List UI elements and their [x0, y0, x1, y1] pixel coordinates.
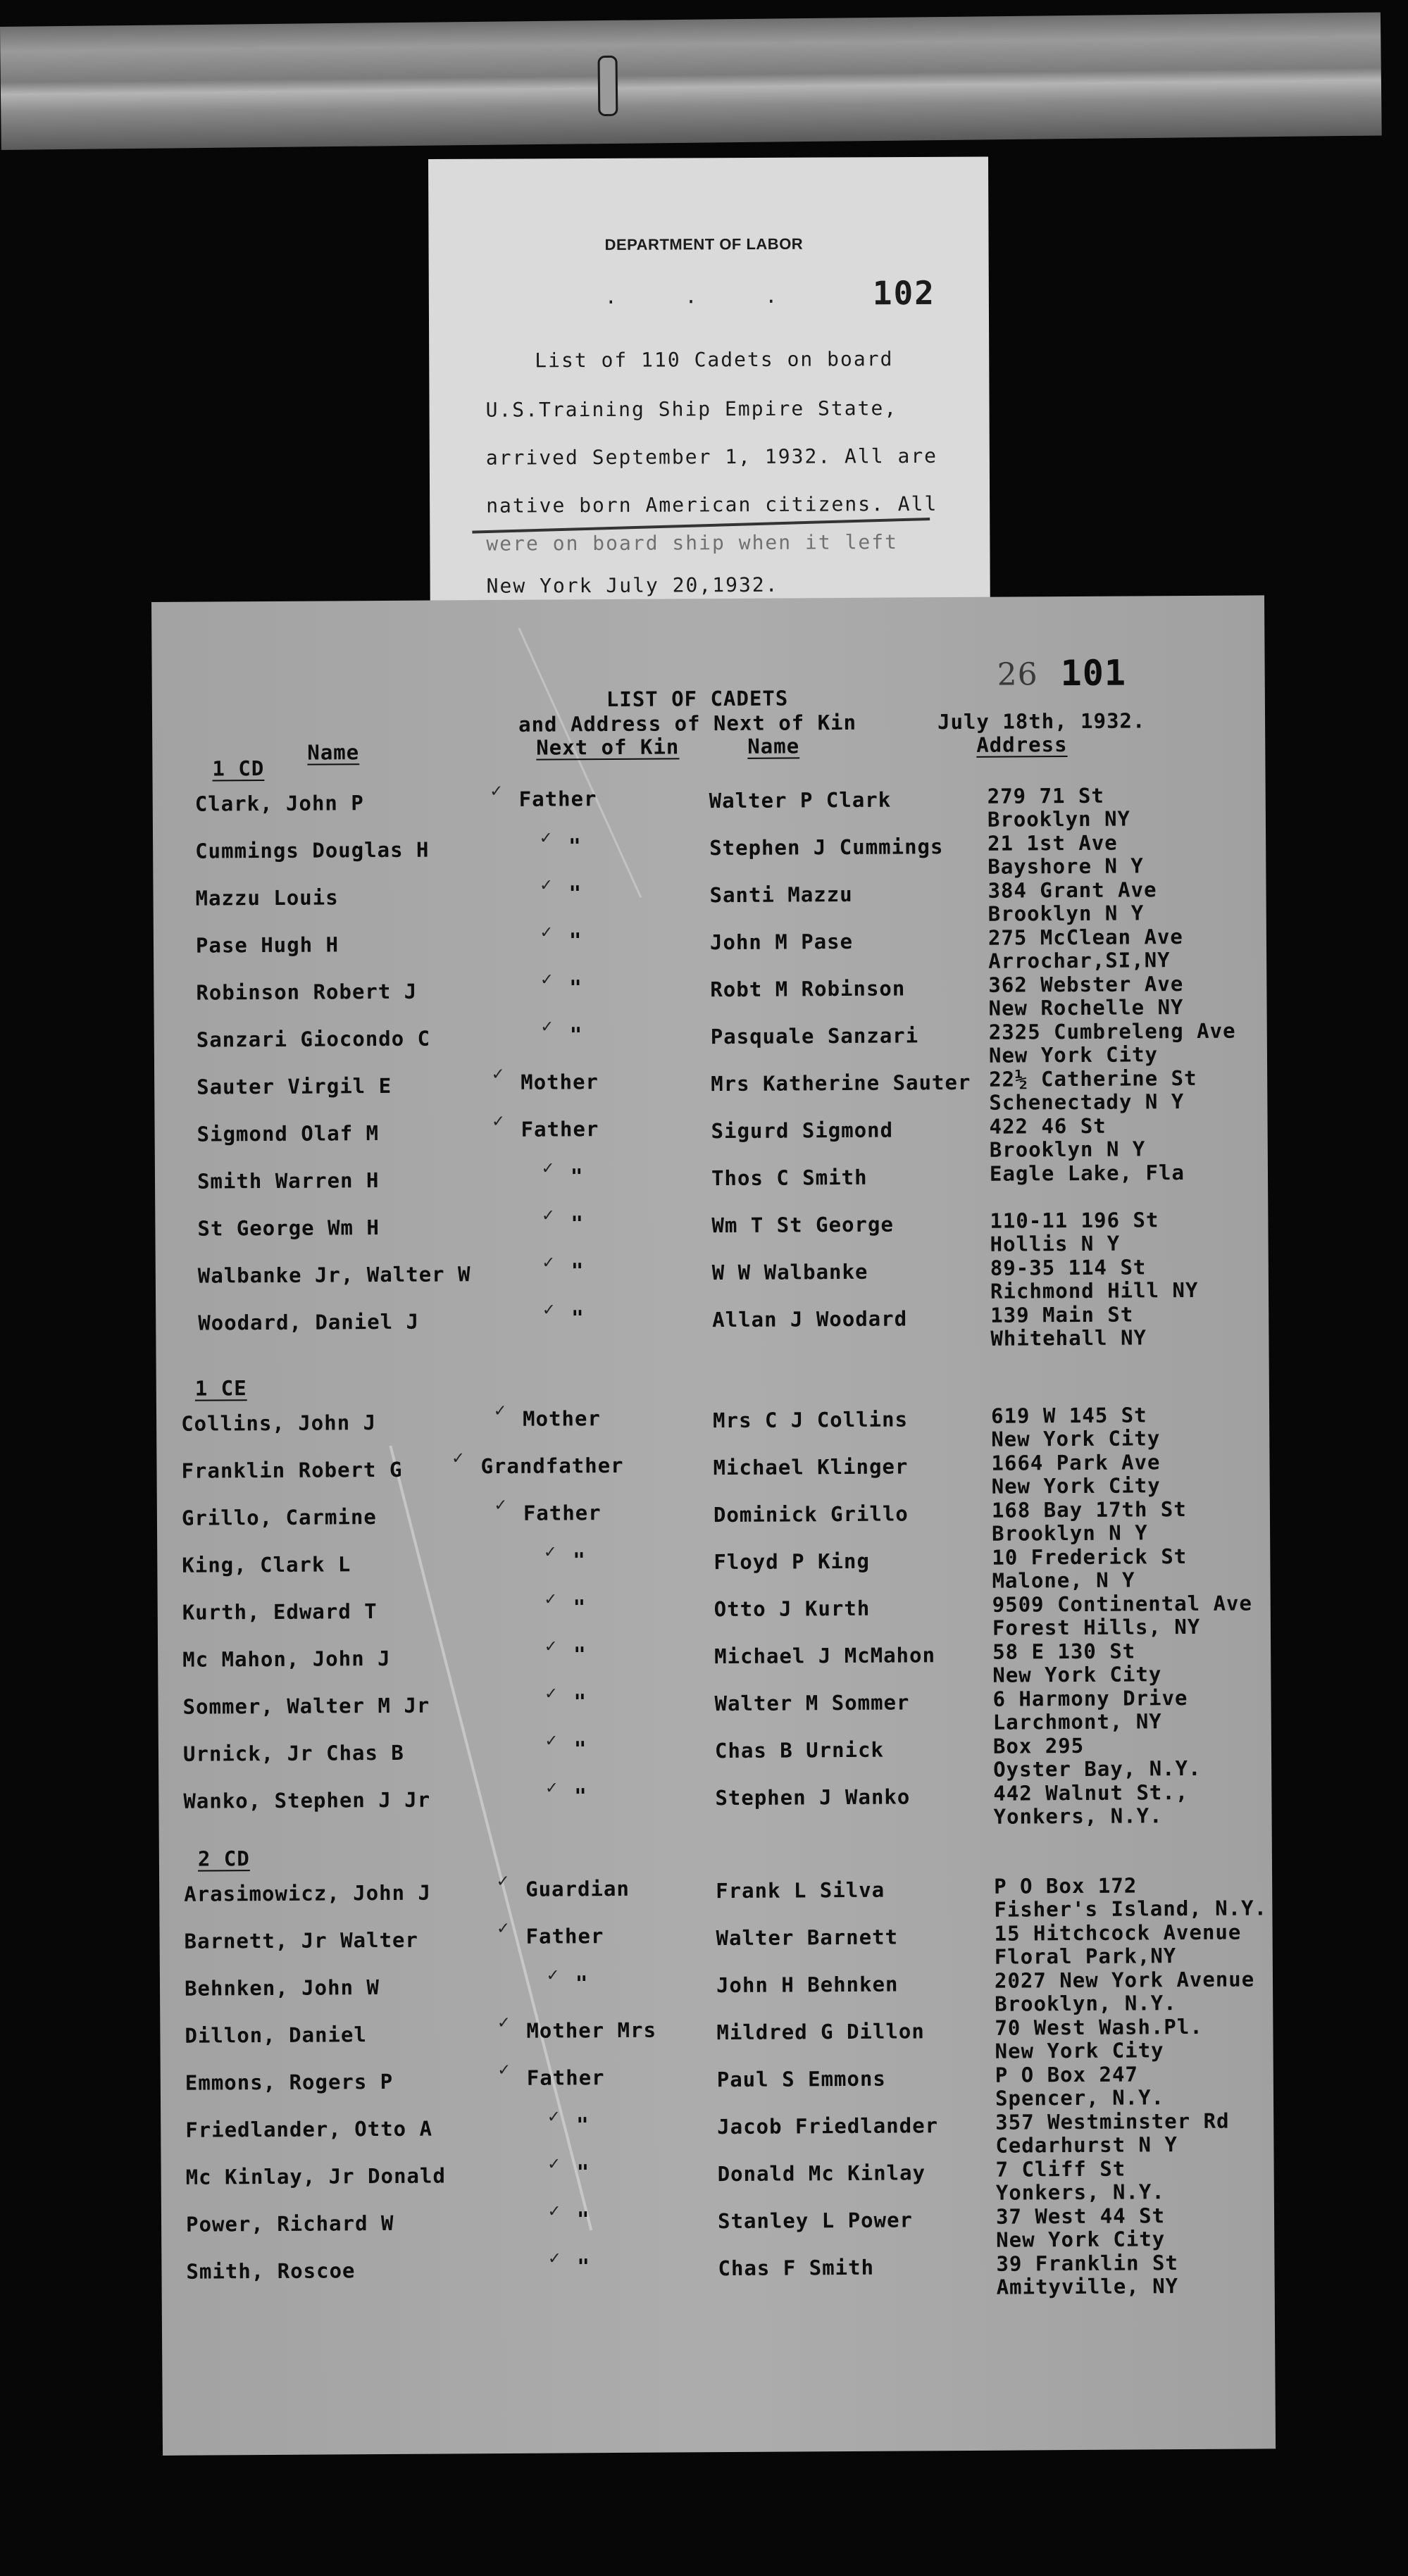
- kin-address-line: Whitehall NY: [990, 1325, 1147, 1351]
- kin-relation: ": [568, 928, 582, 953]
- kin-address-line: 39 Franklin St: [996, 2251, 1178, 2276]
- cadet-name: St George Wm H: [197, 1215, 380, 1241]
- cadet-name: Mc Mahon, John J: [182, 1646, 391, 1672]
- kin-address-line: 2325 Cumbreleng Ave: [988, 1018, 1236, 1044]
- kin-relation: Mother: [522, 1406, 601, 1431]
- kin-relation: Father: [526, 2065, 605, 2090]
- department-heading: DEPARTMENT OF LABOR: [604, 235, 804, 254]
- kin-address-line: Larchmont, NY: [992, 1709, 1162, 1734]
- kin-address-line: 10 Frederick St: [992, 1544, 1188, 1570]
- kin-address-line: 619 W 145 St: [990, 1403, 1147, 1428]
- kin-address-line: Hollis N Y: [990, 1231, 1121, 1256]
- kin-relation: ": [569, 975, 582, 1000]
- cadet-name: Grillo, Carmine: [181, 1505, 377, 1530]
- section-label: 1 CE: [194, 1376, 247, 1401]
- cadet-name: Clark, John P: [194, 791, 364, 816]
- check-mark-icon: ✓: [549, 2247, 561, 2269]
- kin-name: Dominick Grillo: [713, 1501, 909, 1527]
- cadet-name: Mazzu Louis: [195, 885, 339, 911]
- kin-address-line: 70 West Wash.Pl.: [995, 2014, 1203, 2040]
- kin-name: Mildred G Dillon: [716, 2019, 925, 2045]
- slip-line-1: List of 110 Cadets on board: [535, 347, 894, 373]
- kin-address-line: 37 West 44 St: [995, 2203, 1166, 2229]
- kin-address-line: 279 71 St: [987, 783, 1104, 808]
- kin-name: Floyd P King: [714, 1549, 870, 1575]
- check-mark-icon: ✓: [540, 921, 552, 943]
- check-mark-icon: ✓: [452, 1447, 464, 1469]
- cadet-name: Barnett, Jr Walter: [184, 1927, 418, 1953]
- check-mark-icon: ✓: [544, 1635, 556, 1657]
- check-mark-icon: ✓: [497, 1870, 509, 1892]
- slip-dots: . . .: [604, 284, 806, 308]
- kin-relation: ": [571, 1258, 585, 1283]
- kin-address-line: 275 McClean Ave: [988, 925, 1183, 950]
- kin-address-line: Fisher's Island, N.Y.: [994, 1896, 1268, 1922]
- check-mark-icon: ✓: [542, 1204, 554, 1226]
- kin-address-line: Arrochar,SI,NY: [988, 948, 1171, 973]
- kin-name: Walter P Clark: [709, 787, 892, 813]
- cadet-name: Franklin Robert G: [181, 1457, 403, 1483]
- kin-relation: ": [569, 1023, 583, 1047]
- check-mark-icon: ✓: [544, 1541, 556, 1563]
- check-mark-icon: ✓: [542, 1157, 554, 1179]
- kin-name: Jacob Friedlander: [717, 2113, 939, 2139]
- check-mark-icon: ✓: [546, 1777, 558, 1799]
- kin-relation: ": [576, 2160, 590, 2184]
- kin-address-line: Cedarhurst N Y: [995, 2132, 1178, 2158]
- kin-address-line: Amityville, NY: [996, 2274, 1179, 2299]
- kin-address-line: Forest Hills, NY: [992, 1614, 1201, 1640]
- kin-name: Frank L Silva: [716, 1877, 885, 1903]
- kin-relation: ": [576, 2113, 590, 2137]
- kin-name: Michael J McMahon: [714, 1643, 936, 1669]
- kin-address-line: 6 Harmony Drive: [992, 1686, 1188, 1711]
- check-mark-icon: ✓: [498, 2011, 510, 2034]
- kin-address-line: P O Box 247: [995, 2062, 1138, 2087]
- kin-address-line: Bayshore N Y: [988, 854, 1144, 879]
- kin-name: Walter M Sommer: [714, 1690, 910, 1716]
- kin-relation: ": [573, 1642, 587, 1667]
- cadet-name: King, Clark L: [182, 1552, 351, 1577]
- kin-name: Michael Klinger: [713, 1454, 909, 1480]
- kin-address-line: New York City: [991, 1473, 1161, 1499]
- kin-address-line: New York City: [991, 1426, 1161, 1451]
- check-mark-icon: ✓: [543, 1299, 554, 1320]
- cadet-name: Wanko, Stephen J Jr: [183, 1787, 431, 1813]
- header-next-of-kin: Next of Kin: [536, 734, 680, 760]
- cadet-name: Walbanke Jr, Walter W: [197, 1262, 471, 1288]
- kin-address-line: 422 46 St: [989, 1113, 1107, 1139]
- cadet-name: Woodard, Daniel J: [198, 1309, 420, 1335]
- kin-address-line: 2027 New York Avenue: [994, 1967, 1255, 1993]
- kin-address-line: 110-11 196 St: [990, 1208, 1159, 1233]
- kin-relation: ": [576, 2207, 590, 2232]
- kin-name: Robt M Robinson: [710, 976, 906, 1002]
- cadet-name: Mc Kinlay, Jr Donald: [185, 2163, 446, 2189]
- kin-name: Mrs C J Collins: [713, 1407, 909, 1433]
- kin-address-line: Richmond Hill NY: [990, 1277, 1199, 1303]
- list-date: July 18th, 1932.: [937, 708, 1146, 734]
- kin-address-line: New York City: [996, 2227, 1166, 2252]
- check-mark-icon: ✓: [490, 780, 502, 802]
- cadet-name: Pase Hugh H: [195, 932, 339, 958]
- kin-relation: ": [573, 1548, 586, 1573]
- kin-relation: ": [577, 2254, 591, 2279]
- cadet-name: Sigmond Olaf M: [197, 1121, 380, 1146]
- kin-relation: Father: [525, 1924, 604, 1949]
- kin-address-line: Brooklyn, N.Y.: [995, 1991, 1177, 2016]
- kin-name: Sigurd Sigmond: [711, 1118, 894, 1144]
- check-mark-icon: ✓: [541, 1015, 553, 1037]
- check-mark-icon: ✓: [542, 1251, 554, 1273]
- kin-relation: ": [573, 1689, 587, 1714]
- kin-address-line: 15 Hitchcock Avenue: [994, 1920, 1242, 1946]
- cadet-name: Emmons, Rogers P: [185, 2069, 394, 2095]
- check-mark-icon: ✓: [498, 2058, 510, 2081]
- slip-number: 102: [872, 273, 936, 313]
- kin-relation: Guardian: [525, 1876, 630, 1901]
- header-address: Address: [976, 732, 1068, 757]
- kin-relation: ": [571, 1306, 585, 1330]
- kin-address-line: 168 Bay 17th St: [991, 1497, 1187, 1523]
- kin-address-line: 89-35 114 St: [990, 1255, 1147, 1280]
- check-mark-icon: ✓: [540, 827, 552, 849]
- cadet-name: Smith Warren H: [197, 1168, 380, 1194]
- list-subtitle: and Address of Next of Kin: [518, 710, 857, 737]
- kin-address-line: Schenectady N Y: [989, 1089, 1185, 1115]
- cadet-name: Friedlander, Otto A: [185, 2116, 433, 2142]
- kin-name: Thos C Smith: [711, 1165, 868, 1191]
- kin-name: Pasquale Sanzari: [710, 1023, 919, 1049]
- kin-address-line: P O Box 172: [994, 1873, 1138, 1899]
- kin-address-line: 357 Westminster Rd: [995, 2108, 1230, 2134]
- kin-name: Santi Mazzu: [709, 882, 853, 908]
- kin-address-line: Brooklyn NY: [987, 806, 1131, 832]
- kin-relation: ": [575, 1971, 589, 1996]
- slip-line-6: New York July 20,1932.: [486, 573, 779, 598]
- slip-line-4: native born American citizens. All: [486, 492, 938, 518]
- kin-relation: Mother: [521, 1070, 599, 1094]
- cadet-name: Power, Richard W: [185, 2211, 394, 2237]
- kin-address-line: 1664 Park Ave: [991, 1450, 1161, 1475]
- kin-address-line: Brooklyn N Y: [991, 1520, 1148, 1546]
- kin-relation: Father: [523, 1501, 602, 1525]
- kin-name: Walter Barnett: [716, 1925, 899, 1951]
- kin-relation: Mother Mrs: [526, 2018, 657, 2043]
- check-mark-icon: ✓: [541, 968, 553, 990]
- slip-line-3: arrived September 1, 1932. All are: [485, 444, 938, 470]
- section-label: 1 CD: [212, 756, 265, 781]
- check-mark-icon: ✓: [548, 2153, 560, 2175]
- kin-name: Allan J Woodard: [712, 1306, 908, 1332]
- slip-line-2: U.S.Training Ship Empire State,: [485, 396, 898, 422]
- cadet-name: Smith, Roscoe: [186, 2258, 356, 2284]
- kin-relation: Grandfather: [480, 1453, 624, 1479]
- cadet-list-sheet: [151, 595, 1276, 2456]
- cadet-name: Arasimowicz, John J: [184, 1880, 432, 1906]
- kin-address-line: Malone, N Y: [992, 1568, 1135, 1593]
- kin-name: Donald Mc Kinlay: [717, 2161, 926, 2187]
- kin-address-line: Floral Park,NY: [994, 1944, 1177, 1969]
- kin-address-line: Yonkers, N.Y.: [993, 1803, 1163, 1829]
- check-mark-icon: ✓: [545, 1730, 557, 1751]
- kin-address-line: Brooklyn N Y: [988, 901, 1145, 926]
- kin-name: John M Pase: [709, 929, 854, 955]
- kin-relation: ": [568, 881, 582, 906]
- kin-address-line: Eagle Lake, Fla: [989, 1161, 1185, 1186]
- kin-relation: ": [573, 1595, 587, 1620]
- list-title: LIST OF CADETS: [606, 686, 789, 712]
- kin-name: Paul S Emmons: [716, 2066, 886, 2092]
- cadet-name: Cummings Douglas H: [195, 837, 430, 863]
- kin-address-line: 139 Main St: [990, 1302, 1134, 1327]
- kin-name: Mrs Katherine Sauter: [711, 1070, 971, 1096]
- check-mark-icon: ✓: [547, 1964, 559, 1986]
- kin-address-line: 384 Grant Ave: [988, 877, 1157, 903]
- sheet-number: 101: [1060, 652, 1127, 694]
- kin-name: Stephen J Wanko: [715, 1784, 911, 1811]
- paper-crease: [389, 1445, 592, 2230]
- kin-name: Stephen J Cummings: [709, 834, 944, 861]
- kin-address-line: 362 Webster Ave: [988, 972, 1184, 997]
- check-mark-icon: ✓: [548, 2200, 560, 2222]
- kin-address-line: 9509 Continental Ave: [992, 1591, 1253, 1617]
- cadet-name: Dillon, Daniel: [185, 2022, 367, 2048]
- cadet-name: Collins, John J: [181, 1411, 377, 1436]
- kin-address-line: Yonkers, N.Y.: [995, 2180, 1165, 2205]
- kin-relation: ": [568, 834, 582, 858]
- kin-address-line: New York City: [988, 1042, 1159, 1068]
- binder-clip-icon: [597, 56, 618, 116]
- kin-name: Otto J Kurth: [714, 1596, 871, 1622]
- section-label: 2 CD: [197, 1846, 250, 1871]
- slip-line-5: were on board ship when it left: [486, 530, 899, 556]
- kin-name: Wm T St George: [711, 1212, 894, 1238]
- cadet-name: Urnick, Jr Chas B: [182, 1740, 404, 1766]
- check-mark-icon: ✓: [540, 874, 552, 896]
- check-mark-icon: ✓: [494, 1399, 506, 1422]
- check-mark-icon: ✓: [494, 1494, 506, 1516]
- kin-address-line: New York City: [992, 1662, 1162, 1687]
- kin-address-line: New York City: [995, 2038, 1164, 2063]
- kin-relation: Father: [521, 1117, 599, 1142]
- check-mark-icon: ✓: [544, 1588, 556, 1610]
- check-mark-icon: ✓: [545, 1682, 557, 1704]
- kin-relation: Father: [518, 787, 597, 811]
- kin-address-line: 21 1st Ave: [988, 830, 1118, 856]
- kin-relation: ": [571, 1211, 584, 1236]
- check-mark-icon: ✓: [492, 1063, 504, 1085]
- kin-address-line: Brooklyn N Y: [989, 1137, 1146, 1162]
- cadet-name: Sanzari Giocondo C: [196, 1026, 431, 1052]
- kin-address-line: 442 Walnut St.,: [993, 1780, 1189, 1806]
- cadet-name: Kurth, Edward T: [182, 1599, 378, 1625]
- kin-address-line: New Rochelle NY: [988, 995, 1184, 1020]
- kin-relation: ": [570, 1164, 584, 1189]
- kin-name: John H Behnken: [716, 1972, 899, 1998]
- cadet-name: Sauter Virgil E: [197, 1073, 392, 1099]
- kin-address-line: 58 E 130 St: [992, 1639, 1136, 1664]
- header-name: Name: [307, 740, 360, 765]
- kin-name: W W Walbanke: [711, 1259, 868, 1285]
- kin-address-line: Box 295: [992, 1733, 1085, 1758]
- pencil-number: 26: [997, 656, 1038, 693]
- check-mark-icon: ✓: [497, 1917, 509, 1939]
- cadet-name: Sommer, Walter M Jr: [182, 1693, 430, 1719]
- kin-address-line: Spencer, N.Y.: [995, 2085, 1165, 2111]
- kin-address-line: 22½ Catherine St: [989, 1065, 1197, 1092]
- check-mark-icon: ✓: [548, 2106, 559, 2127]
- kin-relation: ": [574, 1784, 587, 1808]
- kin-relation: ": [573, 1737, 587, 1761]
- kin-address-line: Oyster Bay, N.Y.: [993, 1756, 1202, 1782]
- kin-name: Chas F Smith: [718, 2255, 875, 2281]
- cadet-name: Robinson Robert J: [196, 979, 418, 1005]
- kin-name: Chas B Urnick: [714, 1737, 885, 1763]
- check-mark-icon: ✓: [492, 1110, 504, 1132]
- header-kin-name: Name: [747, 734, 800, 758]
- kin-name: Stanley L Power: [717, 2208, 914, 2234]
- wooden-clip-strip: [0, 12, 1382, 150]
- cadet-name: Behnken, John W: [184, 1975, 380, 2001]
- kin-address-line: 7 Cliff St: [995, 2156, 1126, 2182]
